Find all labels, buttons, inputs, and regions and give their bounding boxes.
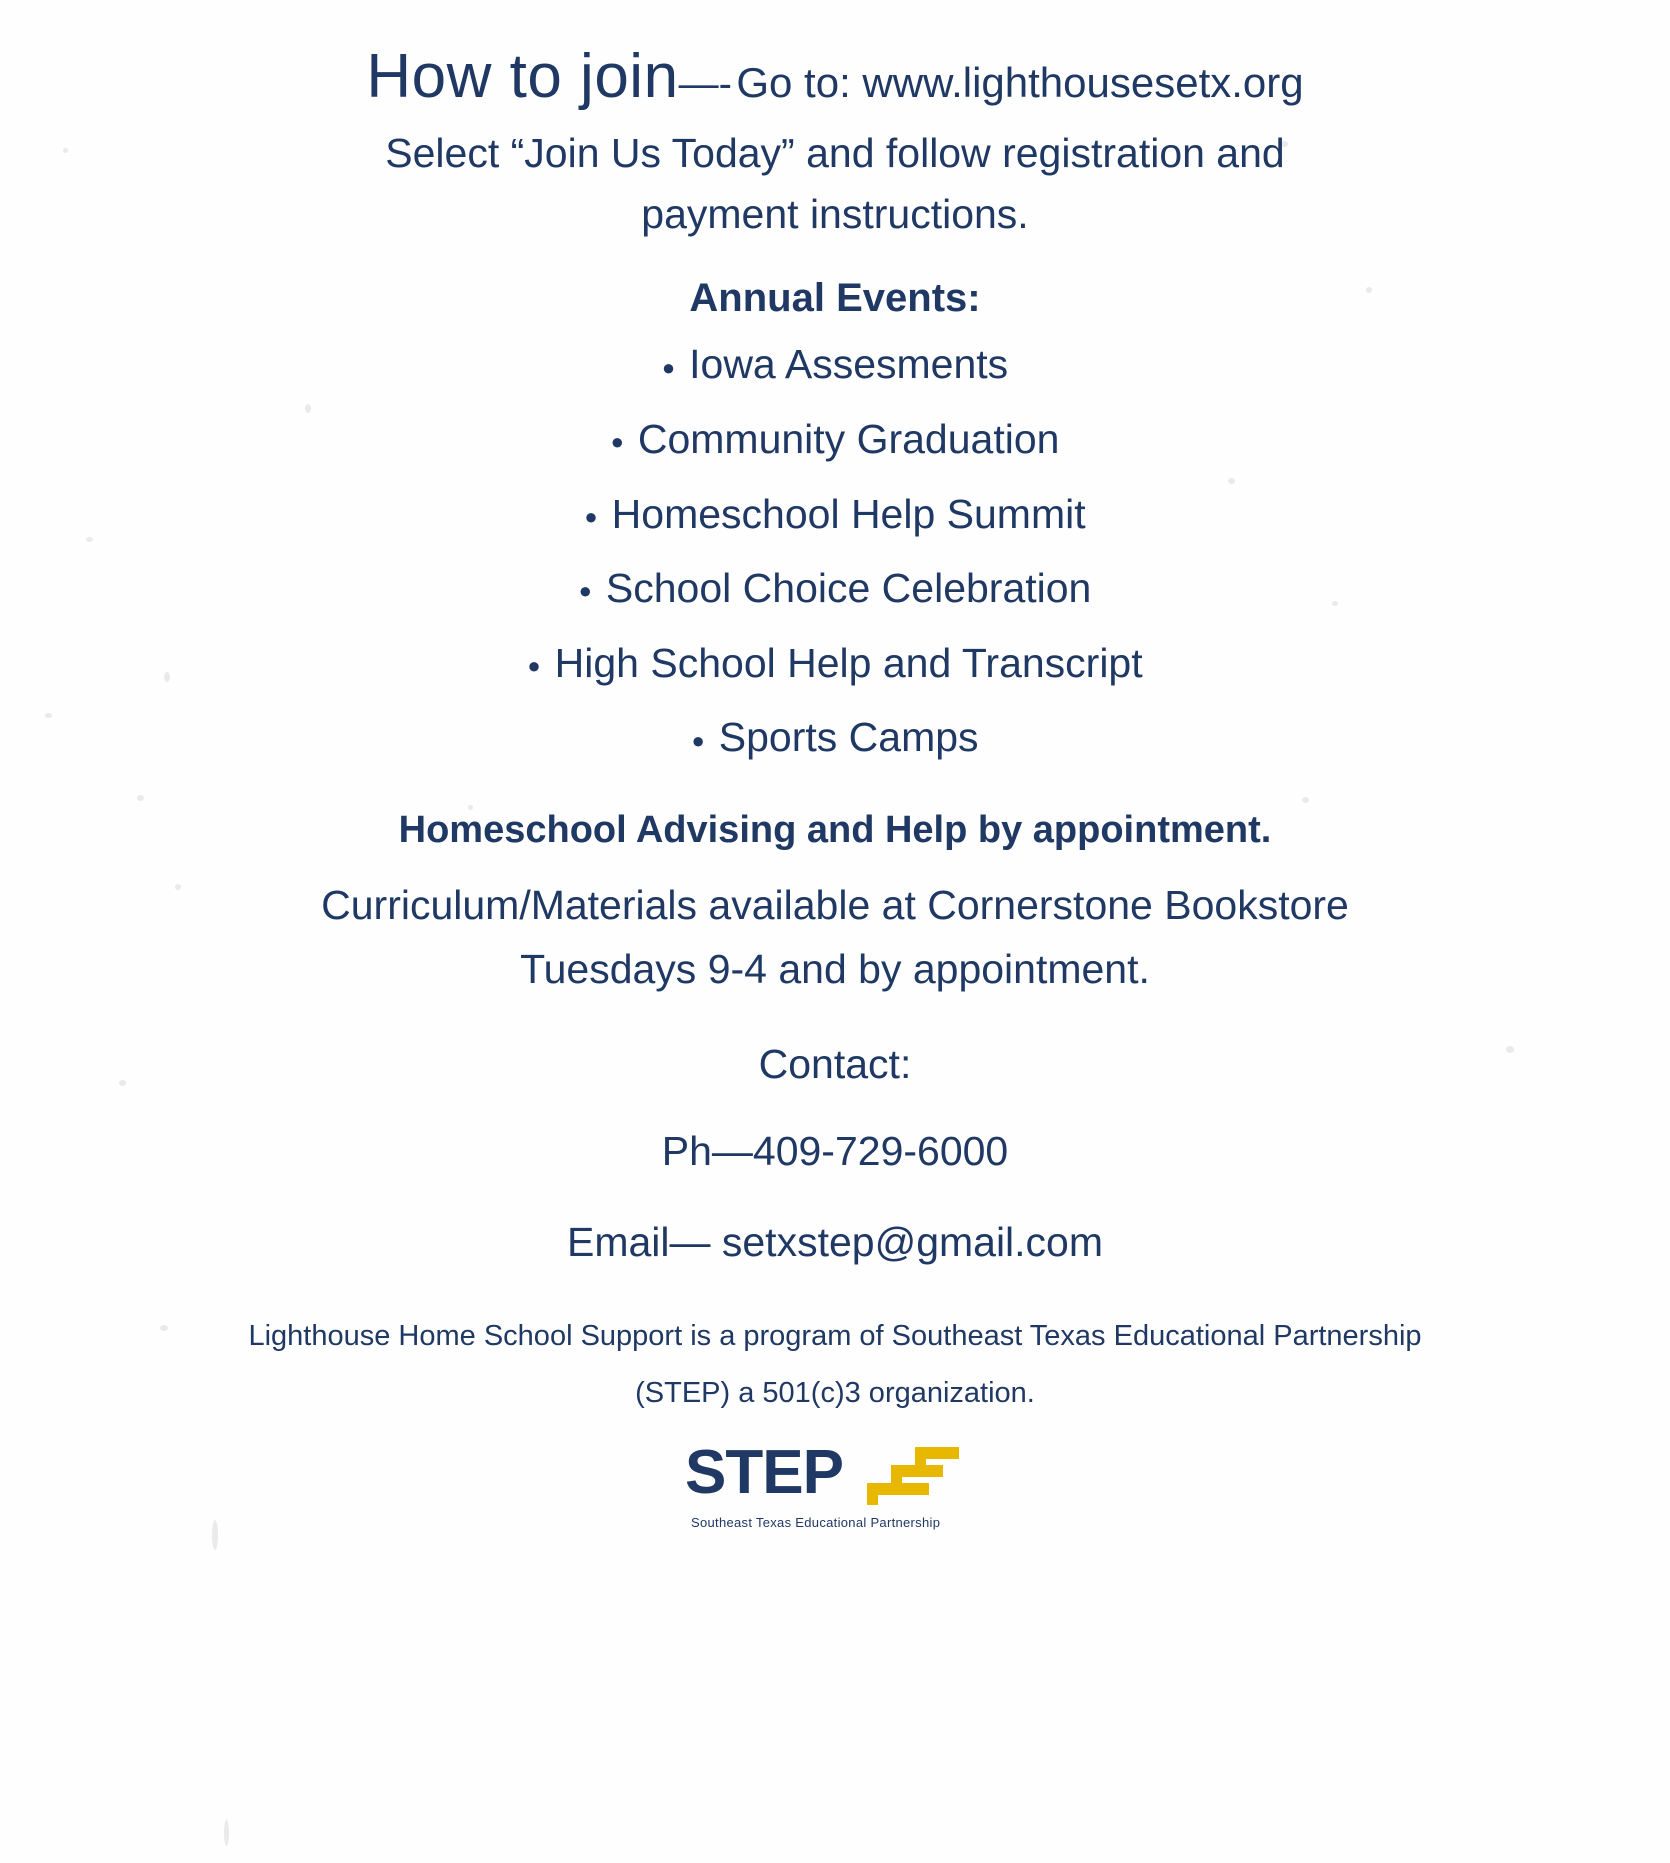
website-url: Go to: www.lighthousesetx.org: [736, 59, 1304, 106]
scan-speck: [86, 537, 93, 542]
step-logo: [685, 1437, 985, 1545]
annual-events-list: [135, 327, 1535, 775]
list-item: [135, 402, 1535, 477]
list-item: [135, 700, 1535, 775]
scan-speck: [119, 1080, 126, 1086]
bullet-icon: ●: [691, 727, 705, 753]
event-label: Sports Camps: [718, 714, 979, 761]
bullet-icon: ●: [578, 578, 592, 604]
scan-speck: [45, 713, 52, 718]
advising-note: Homeschool Advising and Help by appointment.: [398, 809, 1272, 852]
contact-email: Email— setxstep@gmail.com: [566, 1219, 1104, 1266]
bullet-icon: ●: [584, 503, 598, 529]
scan-speck: [224, 1820, 229, 1846]
page-title: [135, 44, 1535, 109]
contact-heading: Contact:: [758, 1041, 912, 1088]
event-label: Homeschool Help Summit: [611, 490, 1086, 537]
contact-phone: Ph—409-729-6000: [661, 1128, 1009, 1175]
event-label: High School Help and Transcript: [554, 639, 1143, 686]
event-label: School Choice Celebration: [605, 565, 1092, 612]
headline-main: How to join: [366, 42, 679, 111]
event-label: Iowa Assesments: [689, 341, 1009, 388]
step-logo-stair: [915, 1447, 959, 1459]
logo-container: [135, 1437, 1535, 1545]
flyer-content: [135, 0, 1535, 1545]
list-item: [135, 551, 1535, 626]
bullet-icon: ●: [527, 653, 541, 679]
nonprofit-footnote: Lighthouse Home School Support is a program of Southeast Texas Educational Partnership (STEP) a 501(c)3 organization.: [248, 1320, 1422, 1409]
curriculum-note: Curriculum/Materials available at Cornerstone Bookstore Tuesdays 9-4 and by appointment.: [321, 882, 1349, 992]
scan-speck: [63, 148, 68, 153]
bullet-icon: ●: [661, 354, 676, 380]
registration-instructions: Select “Join Us Today” and follow registration and payment instructions.: [385, 130, 1285, 237]
list-item: [135, 626, 1535, 701]
annual-events-heading: Annual Events:: [689, 276, 981, 321]
step-logo-wordmark: STEP: [685, 1438, 843, 1508]
headline-dash: —-: [678, 62, 732, 106]
list-item: [135, 327, 1535, 402]
event-label: Community Graduation: [637, 416, 1060, 463]
step-logo-tagline: Southeast Texas Educational Partnership: [691, 1515, 941, 1531]
bullet-icon: ●: [610, 429, 624, 455]
list-item: [135, 477, 1535, 552]
